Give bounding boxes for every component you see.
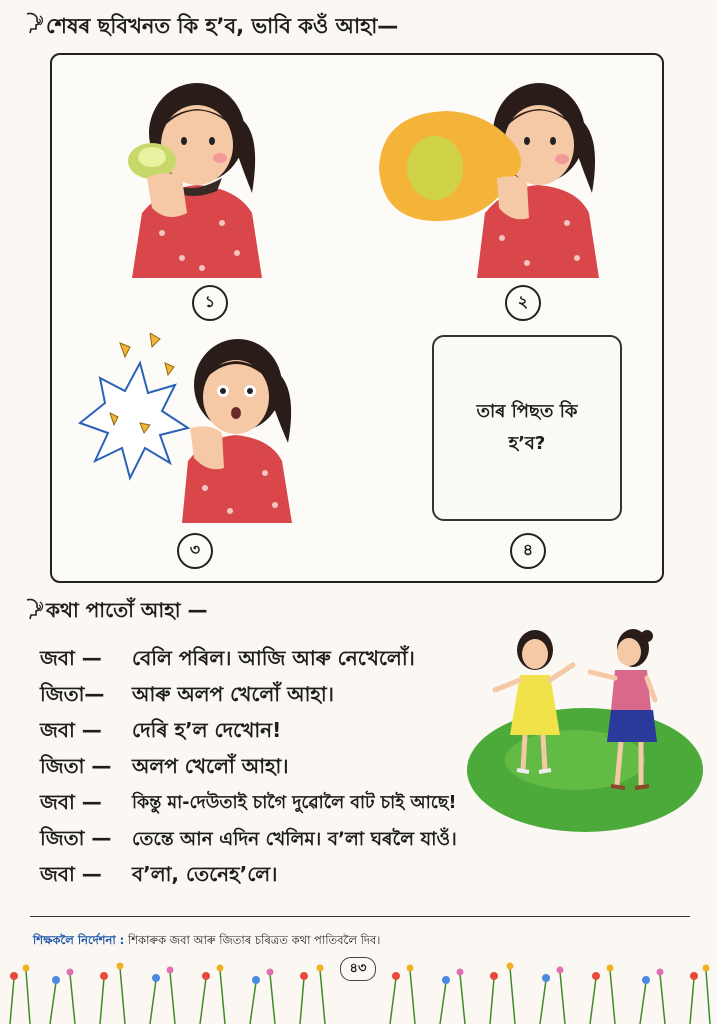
page-number: ৪৩ — [340, 957, 376, 981]
teacher-instruction-label: শিক্ষকলৈ নিৰ্দেশনা : — [33, 933, 125, 947]
line-text: দেৰি হ’ল দেখোন! — [132, 718, 282, 742]
footer-divider — [30, 916, 690, 917]
two-girls-talking-image — [465, 620, 705, 835]
line-text: কিন্তু মা-দেউতাই চাগৈ দুৱোলৈ বাট চাই আছে! — [132, 793, 457, 813]
panel-number-1: ১ — [192, 285, 228, 321]
speaker: জবা — — [40, 718, 102, 742]
speaker: জবা — — [40, 862, 102, 886]
question-line-1: তাৰ পিছত কি — [476, 401, 578, 422]
line-text: তেন্তে আন এদিন খেলিম। ব’লা ঘৰলৈ যাওঁ। — [132, 829, 457, 850]
girl-blowing-big-balloon-image — [377, 73, 607, 278]
line-text: আৰু অলপ খেলোঁ আহা। — [132, 682, 334, 706]
picture-story-panel — [50, 53, 664, 583]
girl-balloon-burst-image — [70, 333, 300, 523]
panel-number-3: ৩ — [177, 533, 213, 569]
speaker: জিতা — — [40, 754, 112, 778]
head-talk-icon — [18, 10, 44, 36]
girl-blowing-small-balloon-image — [112, 73, 272, 278]
teacher-instruction-text: শিকাৰুক জবা আৰু জিতাৰ চৰিত্ৰত কথা পাতিবলৈ দিব। — [127, 933, 381, 947]
panel-number-2: ২ — [505, 285, 541, 321]
head-talk-icon — [18, 596, 44, 622]
speaker: জবা — — [40, 790, 102, 814]
panel-number-4: ৪ — [510, 533, 546, 569]
speaker: জিতা— — [40, 682, 105, 706]
line-text: বেলি পৰিল। আজি আৰু নেখেলোঁ। — [132, 646, 415, 670]
line-text: ব’লা, তেনেহ’লে। — [132, 862, 278, 886]
question-box — [432, 335, 622, 521]
dialogue-line — [40, 860, 540, 896]
speaker: জবা — — [40, 646, 102, 670]
section1-heading: শেষৰ ছবিখনত কি হ’ব, ভাবি কওঁ আহা— — [46, 14, 399, 38]
speaker: জিতা — — [40, 826, 112, 850]
section2-heading: কথা পাতোঁ আহা — — [46, 598, 208, 622]
question-line-2: হ’ব? — [508, 433, 546, 454]
line-text: অলপ খেলোঁ আহা। — [132, 754, 289, 778]
